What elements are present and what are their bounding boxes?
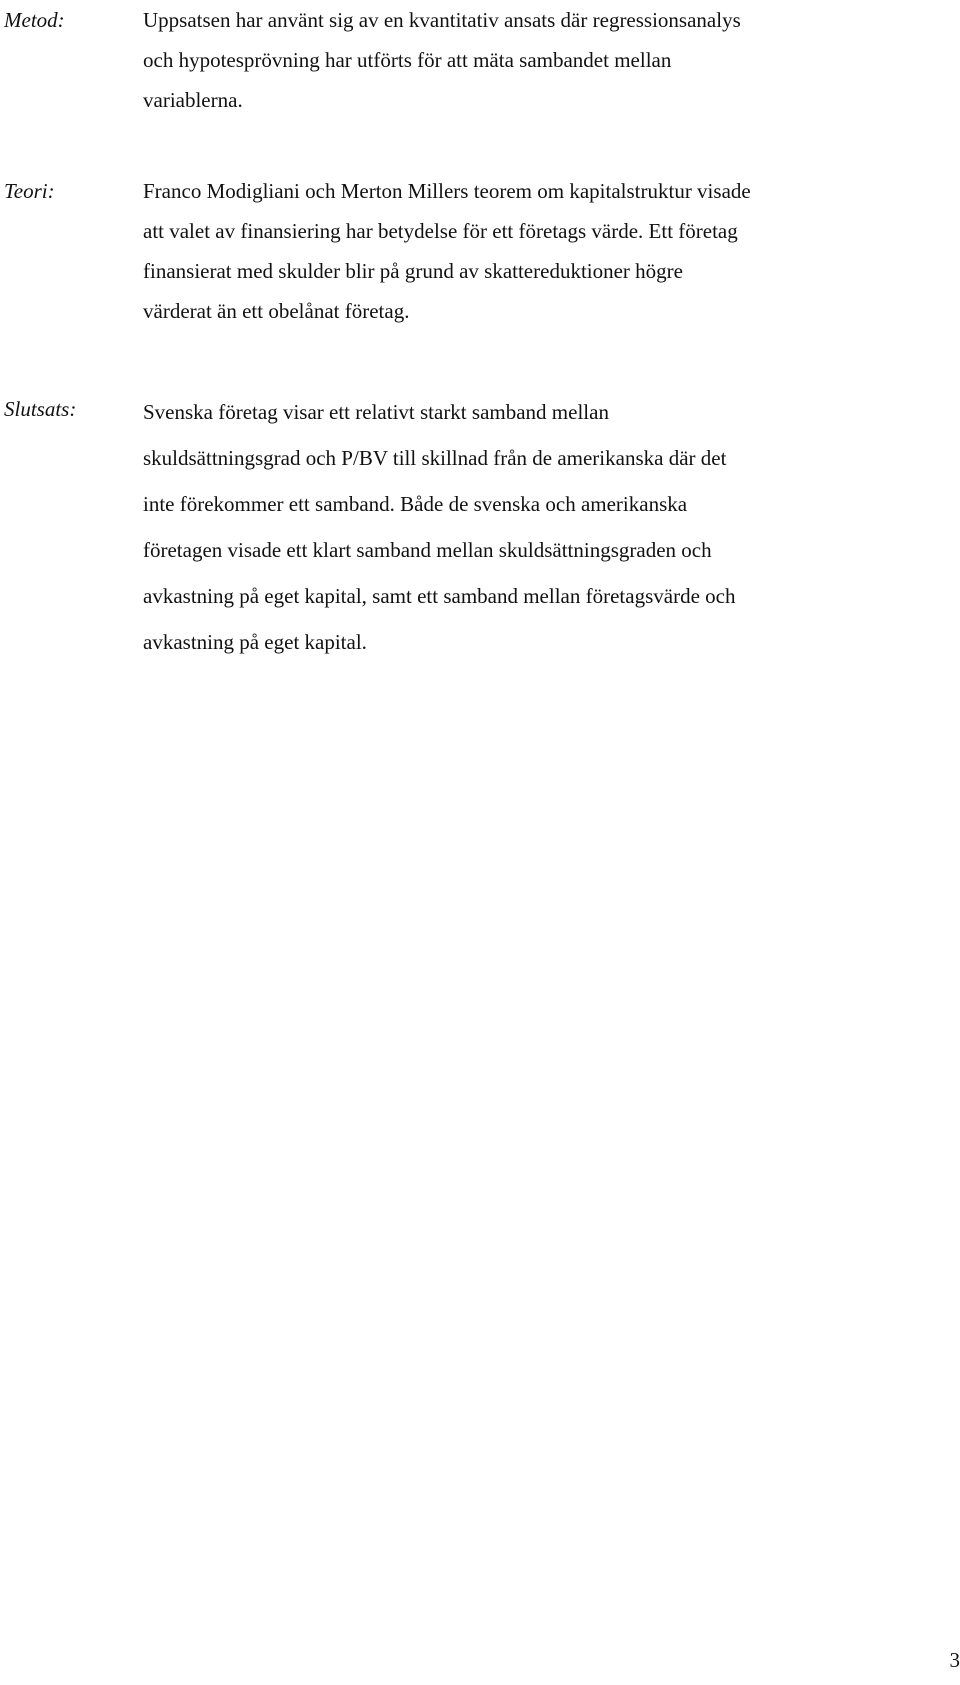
section-text-teori xyxy=(143,171,943,331)
text-line: variablerna. xyxy=(143,88,243,112)
text-line: värderat än ett obelånat företag. xyxy=(143,299,410,323)
text-line: och hypotesprövning har utförts för att mäta sambandet mellan xyxy=(143,48,672,72)
section-label-metod: Metod: xyxy=(4,8,65,32)
text-line: finansierat med skulder blir på grund av skattereduktioner högre xyxy=(143,259,683,283)
text-line: avkastning på eget kapital, samt ett samband mellan företagsvärde och xyxy=(143,584,736,608)
text-line: företagen visade ett klart samband mellan skuldsättningsgraden och xyxy=(143,538,712,562)
section-text-slutsats xyxy=(143,389,943,665)
section-text-metod xyxy=(143,0,943,120)
text-line: inte förekommer ett samband. Både de svenska och amerikanska xyxy=(143,492,688,516)
text-line: att valet av finansiering har betydelse för ett företags värde. Ett företag xyxy=(143,219,738,243)
text-line: Uppsatsen har använt sig av en kvantitativ ansats där regressionsanalys xyxy=(143,8,741,32)
text-line: Svenska företag visar ett relativt starkt samband mellan xyxy=(143,400,609,424)
page-number: 3 xyxy=(949,1648,960,1672)
text-line: Franco Modigliani och Merton Millers teorem om kapitalstruktur visade xyxy=(143,179,751,203)
text-line: avkastning på eget kapital. xyxy=(143,630,367,654)
section-label-teori: Teori: xyxy=(4,179,55,203)
text-line: skuldsättningsgrad och P/BV till skillnad från de amerikanska där det xyxy=(143,446,727,470)
section-label-slutsats: Slutsats: xyxy=(4,397,77,421)
